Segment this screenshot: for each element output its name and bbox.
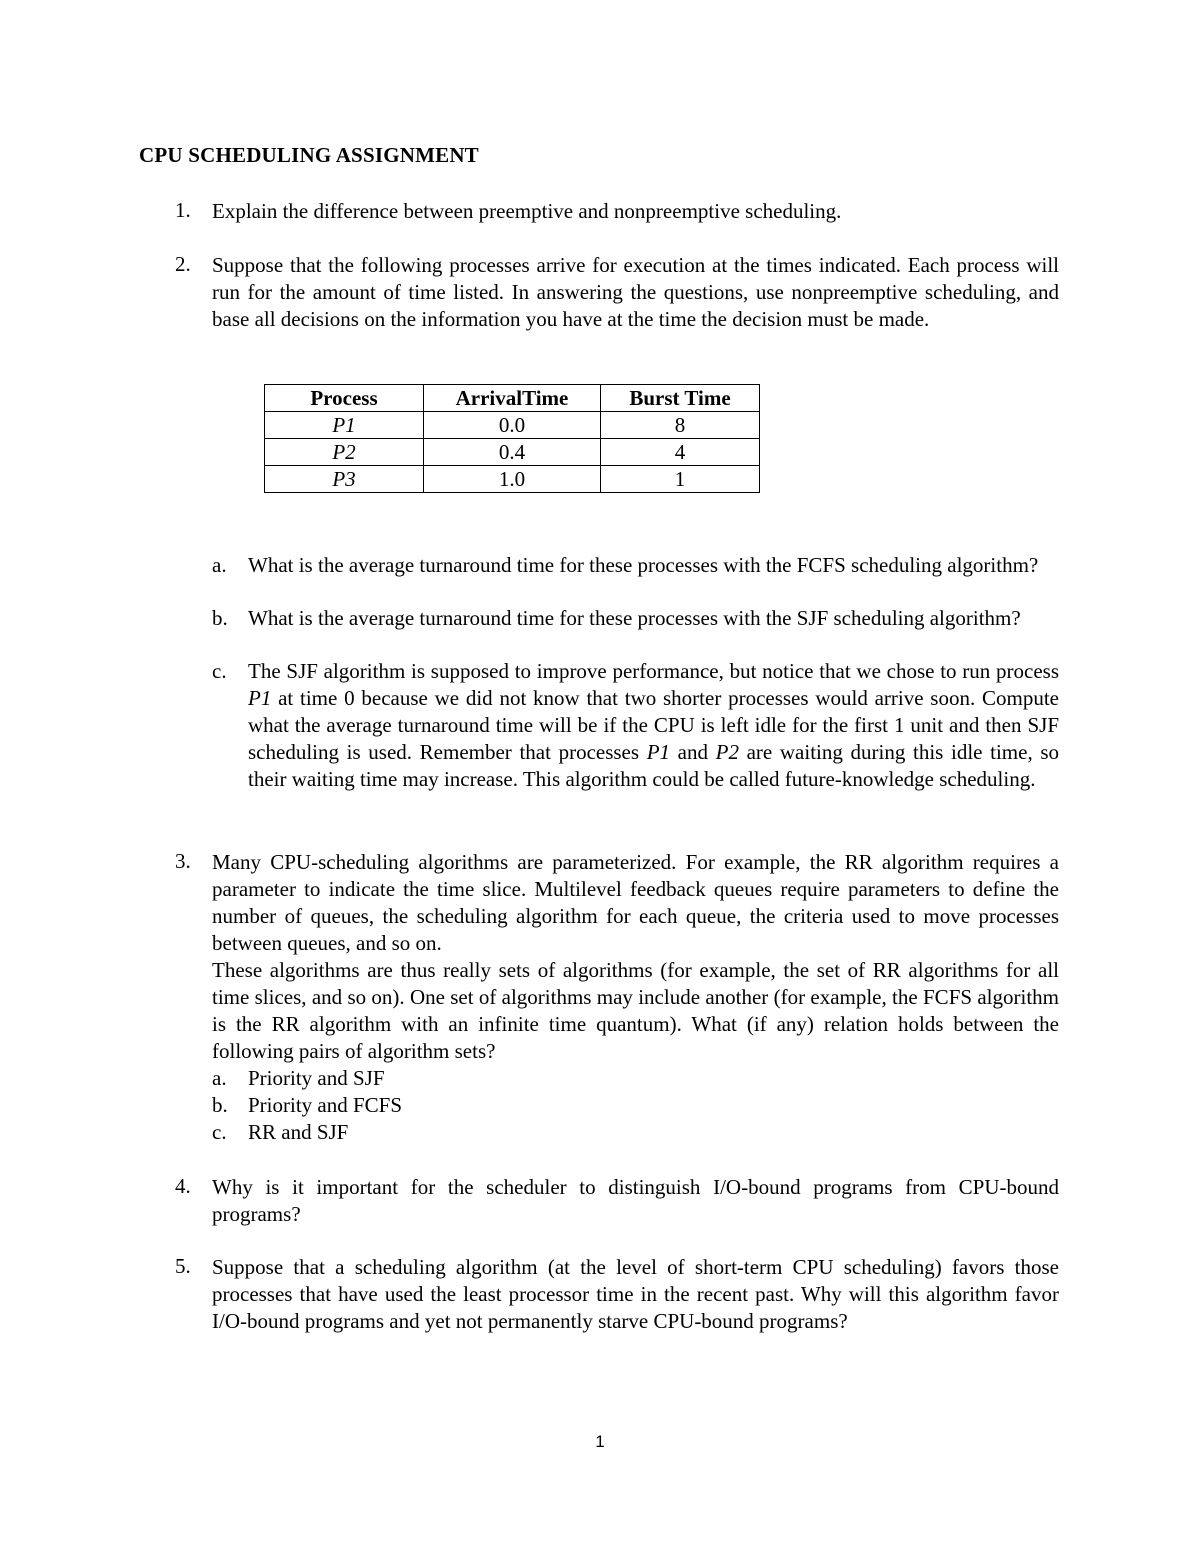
table-cell-burst: 1 [601,466,760,493]
table-cell-burst: 4 [601,439,760,466]
table-header-arrival-time: ArrivalTime [424,385,601,412]
table-cell-burst: 8 [601,412,760,439]
text-run: and [670,740,716,764]
table-header-process: Process [265,385,424,412]
table-cell-process: P3 [265,466,424,493]
question-3-text: Many CPU-scheduling algorithms are parameterized. For example, the RR algorithm requires a parameter to indicate the time slice. Multilevel feedback queues require parameters to define the number of queues, the scheduling algorithm for each queue, the criteria used to move processes between queues, and so on. [212,850,1059,955]
table-cell-arrival: 0.4 [424,439,601,466]
process-table [264,384,760,493]
question-4-number: 4. [175,1174,191,1198]
question-2c-label: c. [212,659,227,683]
question-5-number: 5. [175,1254,191,1278]
question-2-number: 2. [175,252,191,276]
question-2a-text: What is the average turnaround time for these processes with the FCFS scheduling algorithm? [248,553,1039,577]
table-cell-process: P1 [265,412,424,439]
question-3b-text: Priority and FCFS [248,1093,403,1117]
table-header-row [265,385,760,412]
table-cell-arrival: 1.0 [424,466,601,493]
page-number: 1 [595,1432,605,1451]
question-1-text: Explain the difference between preemptive and nonpreemptive scheduling. [212,199,842,223]
question-2-text: Suppose that the following processes arrive for execution at the times indicated. Each process will run for the amount of time listed. In answering the questions, use nonpreemptive scheduling, and base all decisions on the information you have at the time the decision must be made. [212,253,1059,331]
table-row [265,466,760,493]
question-4-text: Why is it important for the scheduler to distinguish I/O-bound programs from CPU-bound programs? [212,1175,1059,1226]
question-3-number: 3. [175,849,191,873]
question-2b-text: What is the average turnaround time for these processes with the SJF scheduling algorithm? [248,606,1021,630]
question-3-text-continued: These algorithms are thus really sets of algorithms (for example, the set of RR algorithms for all time slices, and so on). One set of algorithms may include another (for example, the FCFS algorithm is the RR algorithm with an infinite time quantum). What (if any) relation holds between the following pairs of algorithm sets? [212,958,1059,1063]
question-3a-text: Priority and SJF [248,1066,385,1090]
table-cell-process: P2 [265,439,424,466]
question-2c-text [248,658,1059,793]
question-3b-label: b. [212,1093,228,1117]
question-3c-label: c. [212,1120,227,1144]
table-row [265,439,760,466]
question-1-number: 1. [175,198,191,222]
table-cell-arrival: 0.0 [424,412,601,439]
table-row [265,412,760,439]
text-run: are waiting during this idle time, so their waiting time may increase. This algorithm could be called future-knowledge scheduling. [248,740,1060,791]
process-p1-ref: P1 [248,686,272,710]
question-3a-label: a. [212,1066,227,1090]
table-header-burst-time: Burst Time [601,385,760,412]
question-2b-label: b. [212,606,228,630]
question-2a-label: a. [212,553,227,577]
page-title: CPU SCHEDULING ASSIGNMENT [139,143,479,167]
question-3c-text: RR and SJF [248,1120,349,1144]
process-p2-ref: P2 [715,740,739,764]
process-p1-ref: P1 [646,740,671,764]
text-run: The SJF algorithm is supposed to improve performance, but notice that we chose to run process [248,659,1059,683]
question-5-text: Suppose that a scheduling algorithm (at the level of short-term CPU scheduling) favors those processes that have used the least processor time in the recent past. Why will this algorithm favor I/O-bound programs and yet not permanently starve CPU-bound programs? [212,1255,1059,1333]
text-run: at time 0 because we did not know that two shorter processes would arrive soon. Compute what the average turnaround time will be if the CPU is left idle for the first 1 unit and then SJF scheduling is used. Remember that processes [248,686,1059,764]
